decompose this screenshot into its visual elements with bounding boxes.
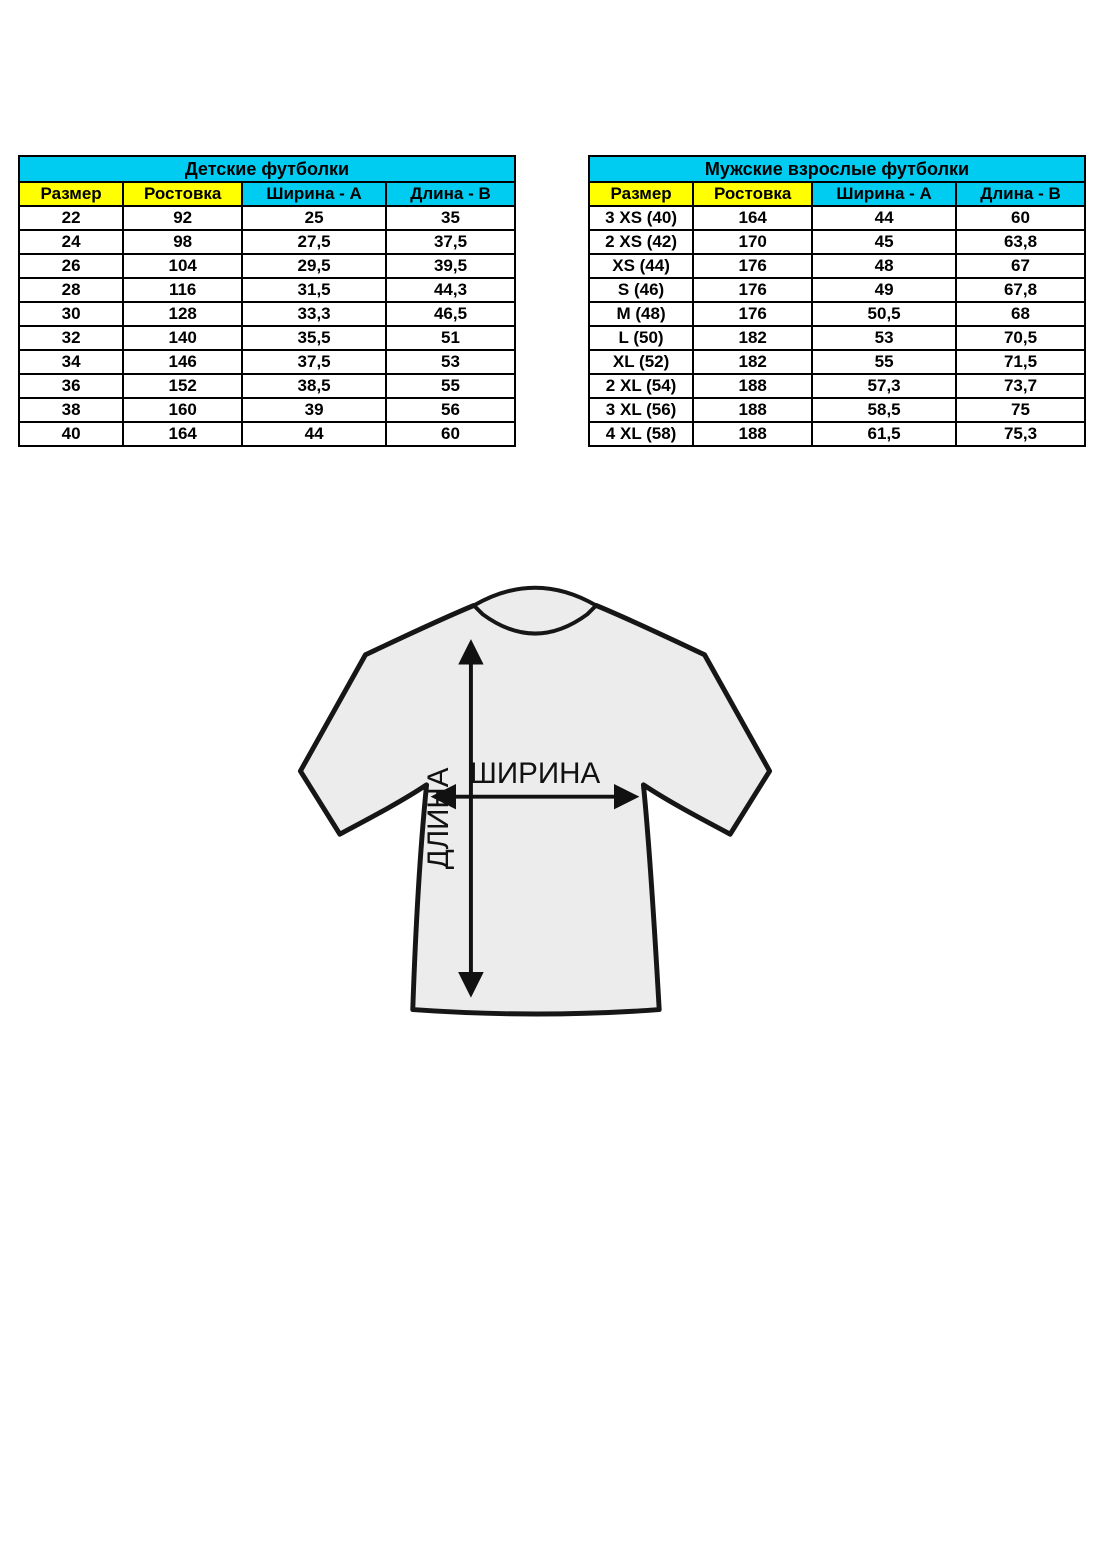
column-header: Размер [589,182,693,206]
table-cell: 68 [956,302,1085,326]
table-cell: 53 [812,326,956,350]
table-cell: 170 [693,230,812,254]
table-cell: 38,5 [242,374,386,398]
table-cell: 37,5 [242,350,386,374]
table-row [589,398,1085,422]
table-cell: 56 [386,398,515,422]
table-title-row [19,156,515,182]
men-table-title: Мужские взрослые футболки [589,156,1085,182]
table-cell: 50,5 [812,302,956,326]
children-table-body [19,206,515,446]
table-cell: 116 [123,278,242,302]
table-cell: 75 [956,398,1085,422]
table-row [19,326,515,350]
table-row [19,350,515,374]
table-cell: 160 [123,398,242,422]
table-cell: 30 [19,302,123,326]
table-cell: 36 [19,374,123,398]
table-row [19,278,515,302]
table-cell: 24 [19,230,123,254]
men-size-table [588,155,1086,447]
table-cell: 63,8 [956,230,1085,254]
table-row [589,278,1085,302]
table-row [19,254,515,278]
table-cell: 49 [812,278,956,302]
header-row [589,182,1085,206]
table-row [19,422,515,446]
table-cell: 44,3 [386,278,515,302]
table-cell: L (50) [589,326,693,350]
table-row [589,350,1085,374]
table-cell: 71,5 [956,350,1085,374]
table-cell: 2 XL (54) [589,374,693,398]
table-cell: 46,5 [386,302,515,326]
table-cell: 73,7 [956,374,1085,398]
table-cell: 60 [386,422,515,446]
table-cell: 104 [123,254,242,278]
table-cell: 29,5 [242,254,386,278]
table-cell: 51 [386,326,515,350]
column-header: Размер [19,182,123,206]
column-header: Длина - В [386,182,515,206]
table-cell: 39 [242,398,386,422]
length-label: ДЛИНА [422,767,456,870]
table-cell: 176 [693,278,812,302]
tshirt-outline [300,605,769,1014]
column-header: Ростовка [123,182,242,206]
table-cell: 3 XL (56) [589,398,693,422]
table-cell: 188 [693,374,812,398]
table-row [19,302,515,326]
table-row [19,374,515,398]
table-cell: 32 [19,326,123,350]
table-cell: 55 [812,350,956,374]
table-cell: 34 [19,350,123,374]
table-cell: 61,5 [812,422,956,446]
table-cell: 26 [19,254,123,278]
column-header: Ширина - А [242,182,386,206]
table-cell: 67 [956,254,1085,278]
table-row [589,302,1085,326]
table-cell: 28 [19,278,123,302]
table-cell: 38 [19,398,123,422]
header-row [19,182,515,206]
table-row [589,374,1085,398]
table-cell: 188 [693,398,812,422]
table-cell: 176 [693,302,812,326]
table-cell: 39,5 [386,254,515,278]
table-cell: 40 [19,422,123,446]
table-cell: 4 XL (58) [589,422,693,446]
table-row [589,230,1085,254]
table-cell: 188 [693,422,812,446]
table-cell: 128 [123,302,242,326]
table-cell: 152 [123,374,242,398]
table-cell: 98 [123,230,242,254]
table-cell: 182 [693,350,812,374]
table-cell: 53 [386,350,515,374]
table-cell: 164 [123,422,242,446]
column-header: Ростовка [693,182,812,206]
column-header: Длина - В [956,182,1085,206]
table-cell: 31,5 [242,278,386,302]
table-row [589,206,1085,230]
table-cell: 25 [242,206,386,230]
table-cell: 70,5 [956,326,1085,350]
table-cell: 37,5 [386,230,515,254]
tshirt-diagram [190,548,880,1071]
table-cell: 33,3 [242,302,386,326]
table-cell: 2 XS (42) [589,230,693,254]
table-cell: 44 [812,206,956,230]
table-row [19,398,515,422]
table-cell: 164 [693,206,812,230]
table-cell: 44 [242,422,386,446]
table-cell: 57,3 [812,374,956,398]
column-header: Ширина - А [812,182,956,206]
table-cell: 35 [386,206,515,230]
table-cell: S (46) [589,278,693,302]
table-title-row [589,156,1085,182]
table-row [589,326,1085,350]
table-cell: XS (44) [589,254,693,278]
children-table-title: Детские футболки [19,156,515,182]
table-cell: 146 [123,350,242,374]
men-table-body [589,206,1085,446]
table-cell: 92 [123,206,242,230]
table-cell: 22 [19,206,123,230]
table-row [19,230,515,254]
table-row [589,422,1085,446]
table-cell: 27,5 [242,230,386,254]
table-cell: 182 [693,326,812,350]
table-cell: XL (52) [589,350,693,374]
table-cell: 140 [123,326,242,350]
table-row [589,254,1085,278]
table-cell: M (48) [589,302,693,326]
table-cell: 58,5 [812,398,956,422]
children-size-table [18,155,516,447]
table-cell: 55 [386,374,515,398]
table-cell: 67,8 [956,278,1085,302]
table-cell: 3 XS (40) [589,206,693,230]
table-cell: 45 [812,230,956,254]
tshirt-drawing [190,548,880,1071]
table-cell: 75,3 [956,422,1085,446]
table-cell: 35,5 [242,326,386,350]
table-row [19,206,515,230]
table-cell: 176 [693,254,812,278]
width-label: ШИРИНА [469,756,601,790]
table-cell: 60 [956,206,1085,230]
table-cell: 48 [812,254,956,278]
